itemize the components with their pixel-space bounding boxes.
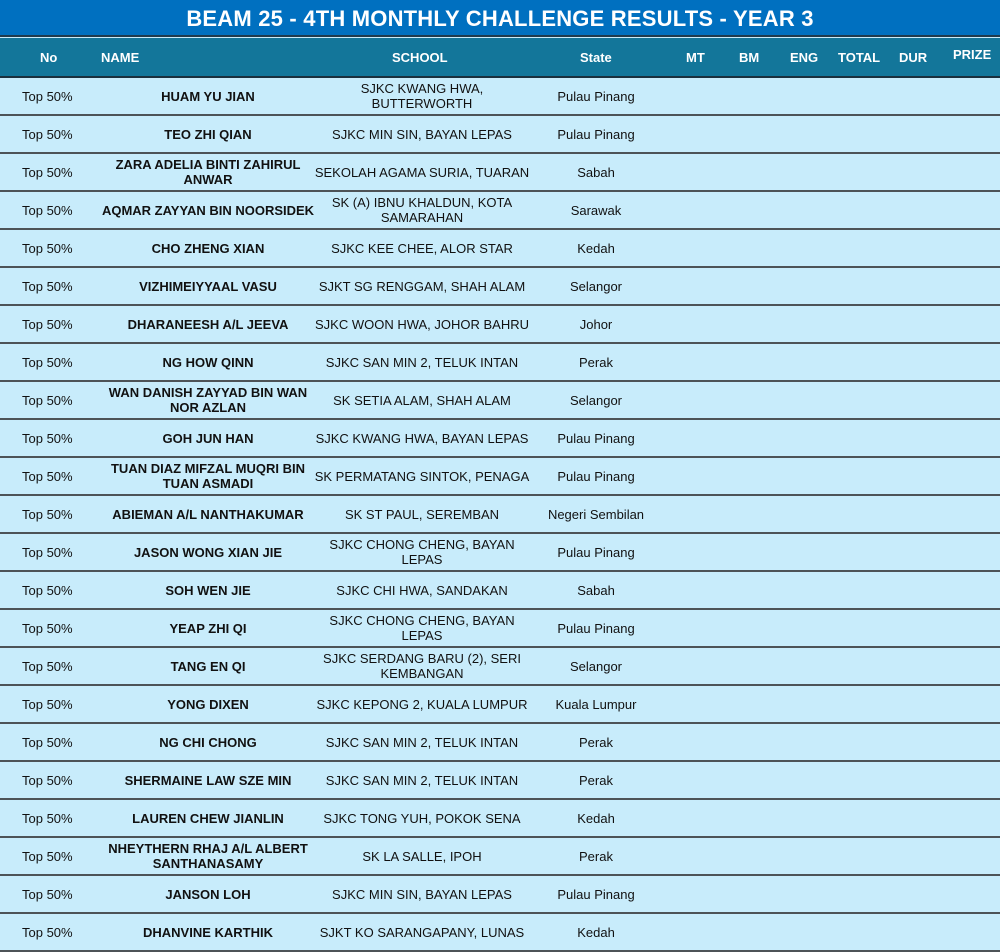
bm-score-cell <box>723 762 778 798</box>
bm-score-cell <box>723 192 778 228</box>
mt-score-cell <box>668 382 723 418</box>
student-name-cell: DHARANEESH A/L JEEVA <box>127 316 289 332</box>
total-score-cell <box>833 914 888 950</box>
prize-cell <box>938 496 1000 532</box>
school-cell: SK ST PAUL, SEREMBAN <box>344 506 500 522</box>
school-cell: SJKC SAN MIN 2, TELUK INTAN <box>325 734 519 750</box>
bm-score-cell <box>723 306 778 342</box>
duration-cell <box>888 572 938 608</box>
total-score-cell <box>833 496 888 532</box>
rank-cell: Top 50% <box>22 88 73 104</box>
table-row <box>0 344 1000 382</box>
total-score-cell <box>833 838 888 874</box>
state-cell: Sabah <box>577 164 615 180</box>
prize-cell <box>938 648 1000 684</box>
student-name-cell: NG HOW QINN <box>162 354 254 370</box>
bm-score-cell <box>723 914 778 950</box>
mt-score-cell <box>668 762 723 798</box>
rank-cell: Top 50% <box>22 430 73 446</box>
bm-score-cell <box>723 724 778 760</box>
mt-score-cell <box>668 306 723 342</box>
bm-score-cell <box>723 458 778 494</box>
mt-score-cell <box>668 230 723 266</box>
total-score-cell <box>833 458 888 494</box>
table-row <box>0 420 1000 458</box>
table-row <box>0 610 1000 648</box>
eng-score-cell <box>778 344 833 380</box>
school-cell: SJKC MIN SIN, BAYAN LEPAS <box>332 886 512 902</box>
prize-cell <box>938 306 1000 342</box>
eng-score-cell <box>778 762 833 798</box>
total-score-cell <box>833 762 888 798</box>
rank-cell: Top 50% <box>22 544 73 560</box>
bm-score-cell <box>723 800 778 836</box>
mt-score-cell <box>668 610 723 646</box>
rank-cell: Top 50% <box>22 696 73 712</box>
student-name-cell: TUAN DIAZ MIFZAL MUQRI BIN TUAN ASMADI <box>110 461 306 491</box>
total-score-cell <box>833 572 888 608</box>
mt-score-cell <box>668 420 723 456</box>
mt-score-cell <box>668 344 723 380</box>
school-cell: SJKC KWANG HWA, BUTTERWORTH <box>360 81 484 111</box>
duration-cell <box>888 610 938 646</box>
state-cell: Pulau Pinang <box>557 468 635 484</box>
bm-score-cell <box>723 610 778 646</box>
total-score-cell <box>833 382 888 418</box>
rank-cell: Top 50% <box>22 354 73 370</box>
state-cell: Pulau Pinang <box>557 544 635 560</box>
student-name-cell: WAN DANISH ZAYYAD BIN WAN NOR AZLAN <box>108 385 308 415</box>
school-cell: SJKC TONG YUH, POKOK SENA <box>323 810 521 826</box>
student-name-cell: ZARA ADELIA BINTI ZAHIRUL ANWAR <box>115 157 301 187</box>
total-score-cell <box>833 78 888 114</box>
student-name-cell: VIZHIMEIYYAAL VASU <box>139 278 277 294</box>
school-cell: SK PERMATANG SINTOK, PENAGA <box>314 468 530 484</box>
school-cell: SK SETIA ALAM, SHAH ALAM <box>333 392 511 408</box>
prize-cell <box>938 762 1000 798</box>
prize-cell <box>938 914 1000 950</box>
total-score-cell <box>833 876 888 912</box>
student-name-cell: NG CHI CHONG <box>159 734 257 750</box>
school-cell: SJKC MIN SIN, BAYAN LEPAS <box>332 126 512 142</box>
state-cell: Negeri Sembilan <box>547 506 645 522</box>
state-cell: Perak <box>579 848 613 864</box>
bm-score-cell <box>723 686 778 722</box>
eng-score-cell <box>778 724 833 760</box>
student-name-cell: JANSON LOH <box>165 886 251 902</box>
student-name-cell: ABIEMAN A/L NANTHAKUMAR <box>112 506 304 522</box>
total-score-cell <box>833 610 888 646</box>
prize-cell <box>938 344 1000 380</box>
prize-cell <box>938 154 1000 190</box>
rank-cell: Top 50% <box>22 582 73 598</box>
school-cell: SJKC WOON HWA, JOHOR BAHRU <box>314 316 530 332</box>
bm-score-cell <box>723 154 778 190</box>
student-name-cell: DHANVINE KARTHIK <box>143 924 273 940</box>
prize-cell <box>938 838 1000 874</box>
mt-score-cell <box>668 572 723 608</box>
bm-score-cell <box>723 838 778 874</box>
table-row <box>0 268 1000 306</box>
state-cell: Perak <box>579 734 613 750</box>
header-name: NAME <box>101 50 140 65</box>
eng-score-cell <box>778 838 833 874</box>
duration-cell <box>888 458 938 494</box>
prize-cell <box>938 458 1000 494</box>
school-cell: SJKC CHONG CHENG, BAYAN LEPAS <box>329 613 515 643</box>
duration-cell <box>888 648 938 684</box>
header-eng: ENG <box>790 50 819 65</box>
eng-score-cell <box>778 420 833 456</box>
bm-score-cell <box>723 496 778 532</box>
rank-cell: Top 50% <box>22 658 73 674</box>
table-row <box>0 78 1000 116</box>
state-cell: Pulau Pinang <box>557 430 635 446</box>
prize-cell <box>938 686 1000 722</box>
state-cell: Selangor <box>569 392 623 408</box>
table-row <box>0 382 1000 420</box>
student-name-cell: GOH JUN HAN <box>162 430 254 446</box>
school-cell: SJKT KO SARANGAPANY, LUNAS <box>319 924 525 940</box>
duration-cell <box>888 420 938 456</box>
student-name-cell: SHERMAINE LAW SZE MIN <box>124 772 292 788</box>
school-cell: SK (A) IBNU KHALDUN, KOTA SAMARAHAN <box>331 195 513 225</box>
prize-cell <box>938 724 1000 760</box>
duration-cell <box>888 154 938 190</box>
prize-cell <box>938 800 1000 836</box>
bm-score-cell <box>723 382 778 418</box>
header-no: No <box>40 50 58 65</box>
bm-score-cell <box>723 78 778 114</box>
student-name-cell: SOH WEN JIE <box>165 582 251 598</box>
total-score-cell <box>833 154 888 190</box>
duration-cell <box>888 762 938 798</box>
total-score-cell <box>833 116 888 152</box>
state-cell: Pulau Pinang <box>557 620 635 636</box>
bm-score-cell <box>723 648 778 684</box>
table-row <box>0 686 1000 724</box>
eng-score-cell <box>778 914 833 950</box>
school-cell: SJKC SERDANG BARU (2), SERI KEMBANGAN <box>323 651 521 681</box>
total-score-cell <box>833 268 888 304</box>
eng-score-cell <box>778 230 833 266</box>
eng-score-cell <box>778 382 833 418</box>
total-score-cell <box>833 420 888 456</box>
table-row <box>0 230 1000 268</box>
header-dur: DUR <box>899 50 928 65</box>
header-school: SCHOOL <box>392 50 448 65</box>
rank-cell: Top 50% <box>22 468 73 484</box>
student-name-cell: NHEYTHERN RHAJ A/L ALBERT SANTHANASAMY <box>108 841 308 871</box>
results-table-body <box>0 78 1000 952</box>
student-name-cell: HUAM YU JIAN <box>161 88 255 104</box>
student-name-cell: LAUREN CHEW JIANLIN <box>132 810 284 826</box>
bm-score-cell <box>723 344 778 380</box>
eng-score-cell <box>778 534 833 570</box>
eng-score-cell <box>778 648 833 684</box>
rank-cell: Top 50% <box>22 126 73 142</box>
mt-score-cell <box>668 800 723 836</box>
header-state: State <box>580 50 612 65</box>
total-score-cell <box>833 686 888 722</box>
prize-cell <box>938 572 1000 608</box>
total-score-cell <box>833 800 888 836</box>
state-cell: Sabah <box>577 582 615 598</box>
duration-cell <box>888 686 938 722</box>
mt-score-cell <box>668 724 723 760</box>
total-score-cell <box>833 648 888 684</box>
rank-cell: Top 50% <box>22 772 73 788</box>
duration-cell <box>888 344 938 380</box>
table-row <box>0 496 1000 534</box>
school-cell: SJKC KEE CHEE, ALOR STAR <box>331 240 513 256</box>
table-row <box>0 724 1000 762</box>
table-row <box>0 572 1000 610</box>
school-cell: SJKC SAN MIN 2, TELUK INTAN <box>325 772 519 788</box>
student-name-cell: TEO ZHI QIAN <box>164 126 252 142</box>
table-row <box>0 306 1000 344</box>
table-header <box>0 38 1000 78</box>
rank-cell: Top 50% <box>22 506 73 522</box>
duration-cell <box>888 230 938 266</box>
prize-cell <box>938 116 1000 152</box>
table-row <box>0 762 1000 800</box>
table-row <box>0 800 1000 838</box>
state-cell: Perak <box>579 772 613 788</box>
mt-score-cell <box>668 534 723 570</box>
table-row <box>0 876 1000 914</box>
duration-cell <box>888 116 938 152</box>
student-name-cell: YONG DIXEN <box>167 696 249 712</box>
eng-score-cell <box>778 686 833 722</box>
mt-score-cell <box>668 648 723 684</box>
duration-cell <box>888 800 938 836</box>
state-cell: Pulau Pinang <box>557 126 635 142</box>
header-prize: PRIZE <box>953 47 992 62</box>
school-cell: SEKOLAH AGAMA SURIA, TUARAN <box>314 164 530 180</box>
table-row <box>0 838 1000 876</box>
state-cell: Kedah <box>577 924 615 940</box>
mt-score-cell <box>668 914 723 950</box>
state-cell: Sarawak <box>570 202 622 218</box>
duration-cell <box>888 724 938 760</box>
mt-score-cell <box>668 458 723 494</box>
total-score-cell <box>833 230 888 266</box>
eng-score-cell <box>778 268 833 304</box>
rank-cell: Top 50% <box>22 164 73 180</box>
duration-cell <box>888 838 938 874</box>
table-row <box>0 534 1000 572</box>
state-cell: Perak <box>579 354 613 370</box>
page-title: BEAM 25 - 4TH MONTHLY CHALLENGE RESULTS - YEAR 3 <box>0 0 1000 37</box>
rank-cell: Top 50% <box>22 734 73 750</box>
prize-cell <box>938 610 1000 646</box>
school-cell: SJKC KWANG HWA, BAYAN LEPAS <box>315 430 529 446</box>
mt-score-cell <box>668 838 723 874</box>
eng-score-cell <box>778 800 833 836</box>
prize-cell <box>938 268 1000 304</box>
mt-score-cell <box>668 192 723 228</box>
table-row <box>0 116 1000 154</box>
table-row <box>0 648 1000 686</box>
state-cell: Kedah <box>577 240 615 256</box>
bm-score-cell <box>723 876 778 912</box>
mt-score-cell <box>668 154 723 190</box>
rank-cell: Top 50% <box>22 848 73 864</box>
rank-cell: Top 50% <box>22 202 73 218</box>
rank-cell: Top 50% <box>22 886 73 902</box>
eng-score-cell <box>778 192 833 228</box>
total-score-cell <box>833 192 888 228</box>
rank-cell: Top 50% <box>22 392 73 408</box>
table-row <box>0 192 1000 230</box>
student-name-cell: YEAP ZHI QI <box>169 620 247 636</box>
total-score-cell <box>833 344 888 380</box>
state-cell: Pulau Pinang <box>557 886 635 902</box>
mt-score-cell <box>668 268 723 304</box>
bm-score-cell <box>723 268 778 304</box>
eng-score-cell <box>778 154 833 190</box>
student-name-cell: AQMAR ZAYYAN BIN NOORSIDEK <box>101 202 315 218</box>
prize-cell <box>938 534 1000 570</box>
eng-score-cell <box>778 116 833 152</box>
header-mt: MT <box>686 50 705 65</box>
duration-cell <box>888 268 938 304</box>
eng-score-cell <box>778 458 833 494</box>
bm-score-cell <box>723 534 778 570</box>
duration-cell <box>888 914 938 950</box>
bm-score-cell <box>723 116 778 152</box>
duration-cell <box>888 306 938 342</box>
rank-cell: Top 50% <box>22 240 73 256</box>
eng-score-cell <box>778 306 833 342</box>
school-cell: SJKC SAN MIN 2, TELUK INTAN <box>325 354 519 370</box>
duration-cell <box>888 496 938 532</box>
duration-cell <box>888 78 938 114</box>
duration-cell <box>888 876 938 912</box>
state-cell: Kuala Lumpur <box>555 696 637 712</box>
mt-score-cell <box>668 78 723 114</box>
rank-cell: Top 50% <box>22 810 73 826</box>
mt-score-cell <box>668 686 723 722</box>
bm-score-cell <box>723 572 778 608</box>
state-cell: Kedah <box>577 810 615 826</box>
eng-score-cell <box>778 572 833 608</box>
duration-cell <box>888 192 938 228</box>
prize-cell <box>938 78 1000 114</box>
table-row <box>0 914 1000 952</box>
school-cell: SJKC CHI HWA, SANDAKAN <box>336 582 508 598</box>
mt-score-cell <box>668 496 723 532</box>
prize-cell <box>938 420 1000 456</box>
rank-cell: Top 50% <box>22 278 73 294</box>
school-cell: SJKT SG RENGGAM, SHAH ALAM <box>318 278 526 294</box>
rank-cell: Top 50% <box>22 620 73 636</box>
bm-score-cell <box>723 420 778 456</box>
mt-score-cell <box>668 876 723 912</box>
school-cell: SJKC KEPONG 2, KUALA LUMPUR <box>316 696 528 712</box>
prize-cell <box>938 192 1000 228</box>
duration-cell <box>888 534 938 570</box>
school-cell: SK LA SALLE, IPOH <box>362 848 482 864</box>
state-cell: Selangor <box>569 658 623 674</box>
table-row <box>0 458 1000 496</box>
eng-score-cell <box>778 610 833 646</box>
eng-score-cell <box>778 496 833 532</box>
prize-cell <box>938 876 1000 912</box>
mt-score-cell <box>668 116 723 152</box>
school-cell: SJKC CHONG CHENG, BAYAN LEPAS <box>329 537 515 567</box>
total-score-cell <box>833 724 888 760</box>
eng-score-cell <box>778 78 833 114</box>
duration-cell <box>888 382 938 418</box>
total-score-cell <box>833 306 888 342</box>
header-bm: BM <box>739 50 760 65</box>
state-cell: Johor <box>579 316 613 332</box>
prize-cell <box>938 230 1000 266</box>
rank-cell: Top 50% <box>22 924 73 940</box>
total-score-cell <box>833 534 888 570</box>
table-row <box>0 154 1000 192</box>
bm-score-cell <box>723 230 778 266</box>
student-name-cell: JASON WONG XIAN JIE <box>133 544 283 560</box>
student-name-cell: TANG EN QI <box>170 658 246 674</box>
state-cell: Selangor <box>569 278 623 294</box>
prize-cell <box>938 382 1000 418</box>
eng-score-cell <box>778 876 833 912</box>
student-name-cell: CHO ZHENG XIAN <box>151 240 265 256</box>
state-cell: Pulau Pinang <box>557 88 635 104</box>
rank-cell: Top 50% <box>22 316 73 332</box>
header-total: TOTAL <box>838 50 881 65</box>
